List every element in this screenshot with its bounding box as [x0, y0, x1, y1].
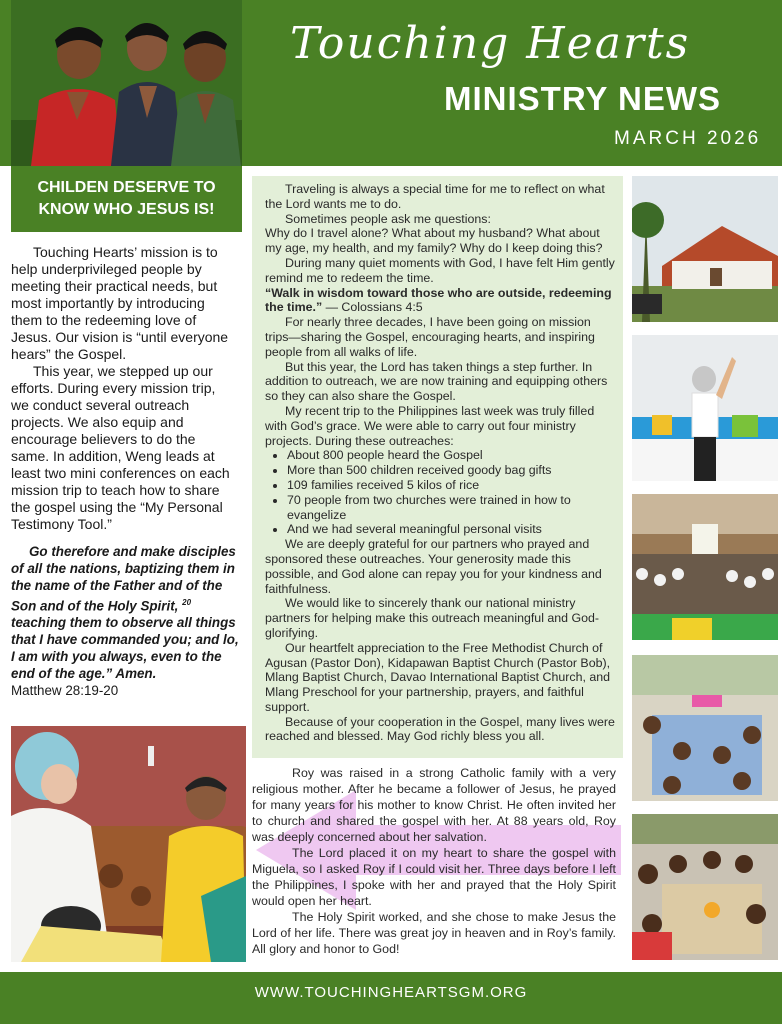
roy-story [252, 765, 616, 957]
letter-paragraph: Traveling is always a special time for me to reflect on what the Lord wants me to do. [265, 182, 605, 211]
verse-part-a: Go therefore and make disciples of all the nations, baptizing them in the name of the Father and of the Son and of the Holy Spirit, [11, 544, 236, 614]
children-eating-photo [632, 814, 778, 960]
issue-date: MARCH 2026 [614, 128, 762, 149]
title-script: Touching Hearts [290, 18, 691, 69]
letter-paragraph: We are deeply grateful for our partners who prayed and sponsored these outreaches. Your generosity made this possible, and God alone can repay you for your kindness and faithfulness. [265, 537, 602, 596]
verse-part-b: teaching them to observe all things that I have commanded you; and lo, I am with you always, even to the end of the age.” Amen. [11, 615, 239, 682]
list-item: • About 800 people heard the Gospel [287, 448, 615, 463]
congregation-photo [632, 494, 778, 640]
title-main: MINISTRY NEWS [444, 80, 722, 117]
banner-line-2: KNOW WHO JESUS IS! [38, 201, 215, 218]
letter-paragraph: We would like to sincerely thank our national ministry partners for helping make this outreach meaningful and God-glorifying. [265, 596, 600, 640]
roy-paragraph-3: The Holy Spirit worked, and she chose to make Jesus the Lord of her life. There was great joy in heaven and in Roy’s family. All glory and honor to God! [252, 910, 616, 956]
verse-number: 20 [182, 598, 192, 607]
verse-text [11, 543, 239, 682]
quote-reference: — Colossians 4:5 [322, 300, 423, 315]
letter-paragraph: For nearly three decades, I have been going on mission trips—sharing the Gospel, encouraging hearts, and inspiring people from all walks of life. [265, 315, 595, 359]
mission-paragraph-1: Touching Hearts’ mission is to help underprivileged people by meeting their practical needs, but most importantly by introducing them to the redeeming love of Jesus. Our vision is “until everyone hears” the Gospel. [11, 244, 229, 362]
list-item: • 109 families received 5 kilos of rice [287, 478, 615, 493]
letter-paragraph: My recent trip to the Philippines last week was truly filled with God’s grace. We were able to carry out four ministry projects. During these outreaches: [265, 403, 595, 448]
list-item: • More than 500 children received goody bag gifts [287, 463, 615, 478]
children-classroom-photo [632, 655, 778, 801]
preaching-photo [632, 335, 778, 481]
letter-paragraph: Sometimes people ask me questions: [285, 211, 491, 226]
letter-paragraph: But this year, the Lord has taken things a step further. In addition to outreach, we are now training and equipping others so they can also share the Gospel. [265, 359, 608, 404]
outreach-list [265, 448, 615, 537]
mission-paragraph-2: This year, we stepped up our efforts. During every mission trip, we conduct several outreach projects. We also equip and encourage believers to do the same. In addition, Weng leads at least two mini conferences on each mission trip to teach how to share the gospel using the “My Personal Testimony Tool.” [11, 363, 230, 532]
scripture-verse [11, 543, 239, 699]
church-building-photo [632, 176, 778, 322]
mission-text [11, 244, 237, 533]
banner-line-1: CHILDEN DESERVE TO [37, 179, 216, 196]
letter-paragraph: During many quiet moments with God, I have felt Him gently remind me to redeem the time. [265, 255, 615, 285]
visit-photo [11, 726, 246, 962]
verse-reference: Matthew 28:19-20 [11, 683, 119, 699]
letter-paragraph: Our heartfelt appreciation to the Free Methodist Church of Agusan (Pastor Don), Kidapawan Baptist Church (Pastor Bob), Mlang Baptist Church, Davao International Baptist Church, and Mlang Preschool for your partnership, prayers, and faithful support. [265, 640, 611, 714]
colossians-quote [265, 286, 615, 316]
praying-children-photo [11, 0, 242, 166]
letter-text [265, 182, 615, 744]
roy-paragraph-1: Roy was raised in a strong Catholic family with a very religious mother. After he became a follower of Jesus, he prayed for many years for his mother to know Christ. He often invited her to church and shared the gospel with her. At 88 years old, Roy was deeply concerned about her salvation. [252, 766, 616, 844]
list-item: • 70 people from two churches were trained in how to evangelize [287, 493, 615, 523]
roy-paragraph-2: The Lord placed it on my heart to share the gospel with Miguela, so I asked Roy if I could visit her. Three days before I left the Philippines, I spoke with her and prayed that the Holy Spirit would open her heart. [252, 846, 616, 908]
quote-text: “Walk in wisdom toward those who are outside, redeeming the time.” [265, 285, 612, 315]
letter-paragraph: Because of your cooperation in the Gospel, many lives were reached and blessed. May God richly bless you all. [265, 714, 615, 744]
website-link[interactable]: WWW.TOUCHINGHEARTSGM.ORG [254, 984, 528, 1001]
letter-paragraph: Why do I travel alone? What about my husband? What about my age, my health, and my family? Why do I keep doing this? [265, 226, 603, 256]
children-banner [11, 166, 242, 232]
list-item: • And we had several meaningful personal visits [287, 522, 615, 537]
